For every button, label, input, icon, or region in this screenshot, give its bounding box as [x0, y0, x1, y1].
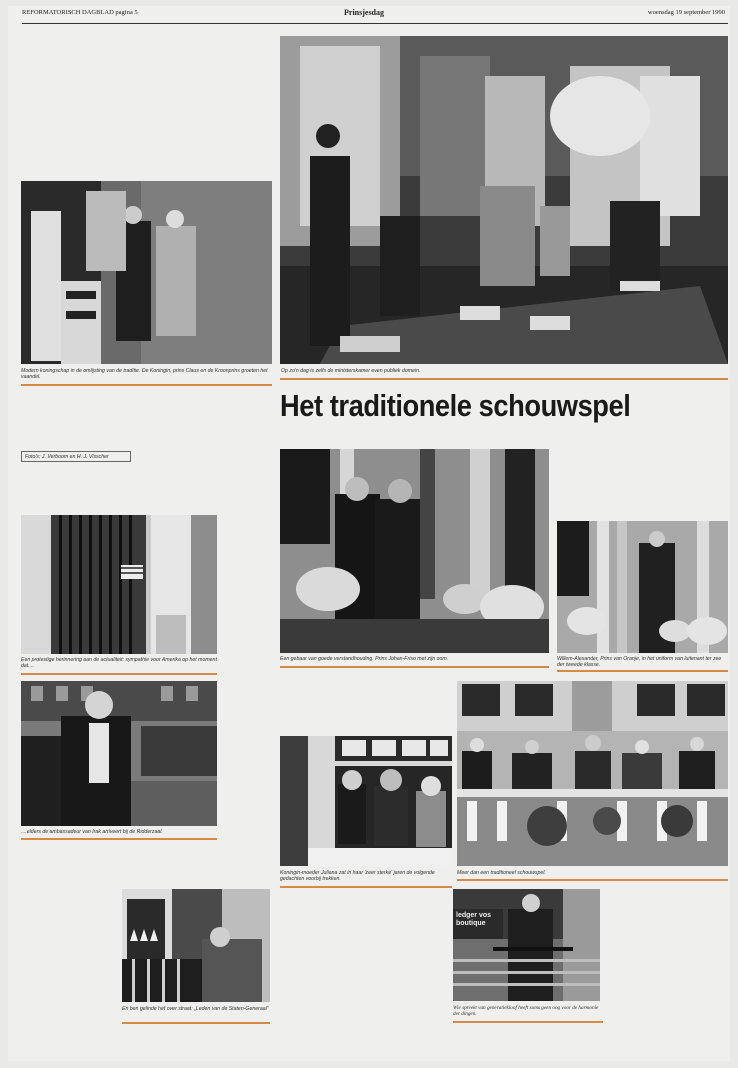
caption-juliana-window: Koningin-moeder Juliana zat in haar 'zeer sterke' jaren de volgende gedachten voorbij trekken. [280, 870, 435, 883]
caption-guard: Wie spreekt van generatiekloof heeft soms geen oog voor de harmonie der dingen. [453, 1005, 599, 1018]
caption-balcony: Meer dan een traditioneel schouwspel. [457, 870, 546, 876]
photo-credit: Foto's: J. Verboom en H. J. Visscher [21, 451, 131, 462]
caption-royal-walk: Modern koningschap in de omlijsting van de traditie. De Koningin, prins Claus en de Kroonprins groeten het vaandel. [21, 368, 268, 381]
caption-ministry-room: Op zo'n dag is zelfs de ministerskamer even publiek domein. [281, 368, 421, 374]
balcony-photo [457, 681, 728, 866]
caption-willem-alexander: Willem-Alexander, Prins van Oranje, in het uniform van luitenant ter zee der tweede klasse. [557, 656, 722, 669]
royal-walk-photo [21, 181, 272, 364]
caption-rule [457, 879, 728, 881]
street-photo [122, 889, 270, 1002]
caption-fence-flag: Een protestige herinnering aan de actualiteit: sympathie voor Amerika op het moment dat.... [21, 657, 217, 670]
caption-rule [280, 666, 549, 668]
caption-rule [280, 886, 452, 888]
masthead-date: woensdag 19 september 1990 [647, 9, 725, 16]
caption-rule [557, 670, 728, 672]
caption-rule [21, 673, 217, 675]
juliana-window-photo [280, 736, 452, 866]
section-title: Prinsjesdag [344, 8, 384, 17]
ministry-room-photo [280, 36, 728, 364]
ambassador-photo [21, 681, 217, 826]
caption-rule [453, 1021, 603, 1023]
helmets-photo [280, 449, 549, 653]
headline: Het traditionele schouwspel [280, 388, 631, 423]
caption-rule [21, 384, 272, 386]
caption-rule [122, 1022, 270, 1024]
boutique-sign: ledger vos boutique [456, 912, 492, 927]
caption-helmets: Een gebaar van goede verstandhouding. Prins Johan-Friso met zijn oom. [280, 656, 449, 662]
caption-street: En ben gelinde het over straat: „Leden van de Staten-Generaal" [122, 1006, 269, 1012]
caption-ambassador: ....elders de ambassadeur van Irak arriveert bij de Ridderzaal. [21, 829, 163, 835]
willem-alexander-photo [557, 521, 728, 653]
caption-rule [21, 838, 217, 840]
header-rule [22, 23, 728, 24]
caption-rule [280, 378, 728, 380]
guard-photo [453, 889, 600, 1001]
fence-flag-photo [21, 515, 217, 654]
masthead-left: REFORMATORISCH DAGBLAD pagina 5 [22, 9, 138, 16]
